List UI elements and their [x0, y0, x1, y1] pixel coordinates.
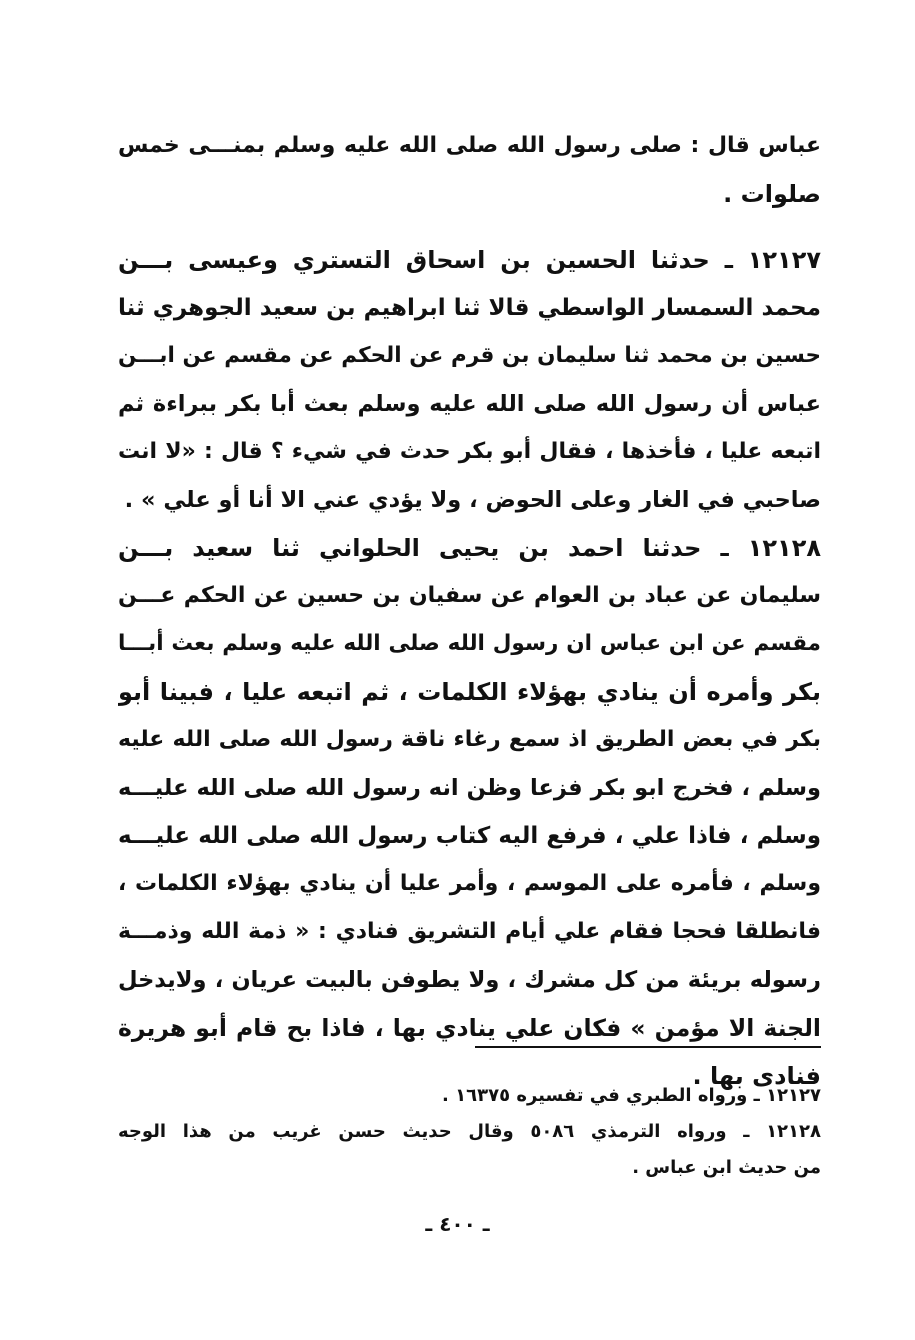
footnote-12128: ١٢١٢٨ ـ ورواه الترمذي ٥٠٨٦ وقال حديث حسن غريب من هذا الوجه — [118, 1121, 821, 1142]
text-line: عباس قال : صلى رسول الله صلى الله عليه وسلم بمنـــى خمس — [118, 133, 821, 158]
text-line: حسين بن محمد ثنا سليمان بن قرم عن الحكم عن مقسم عن ابـــن — [118, 343, 821, 368]
footnote-12127: ١٢١٢٧ ـ ورواه الطبري في تفسيره ١٦٣٧٥ . — [442, 1085, 821, 1106]
text-line: الجنة الا مؤمن » فكان علي ينادي بها ، فاذا بح قام أبو هريرة — [118, 1014, 821, 1042]
text-line: رسوله بريئة من كل مشرك ، ولا يطوفن بالبيت عريان ، ولايدخل — [118, 967, 821, 993]
page-number: ـ ٤٠٠ ـ — [425, 1212, 490, 1236]
text-line: اتبعه عليا ، فأخذها ، فقال أبو بكر حدث في شيء ؟ قال : «لا انت — [118, 439, 821, 464]
text-line: محمد السمسار الواسطي قالا ثنا ابراهيم بن سعيد الجوهري ثنا — [118, 295, 821, 321]
text-line: وسلم ، فأمره على الموسم ، وأمر عليا أن ينادي بهؤلاء الكلمات ، — [118, 871, 821, 896]
main-text — [118, 122, 821, 1100]
text-line: فنادى بها . — [692, 1062, 821, 1090]
footnote-divider — [475, 1046, 821, 1048]
footnote-12128-continued: من حديث ابن عباس . — [632, 1157, 821, 1178]
text-line: بكر وأمره أن ينادي بهؤلاء الكلمات ، ثم اتبعه عليا ، فبينا أبو — [118, 678, 821, 706]
text-line: صلوات . — [723, 180, 821, 208]
text-line: ١٢١٢٧ ـ حدثنا الحسين بن اسحاق التستري وعيسى بـــن — [118, 246, 821, 274]
text-line: بكر في بعض الطريق اذ سمع رغاء ناقة رسول الله صلى الله عليه — [118, 727, 821, 752]
text-line: سليمان عن عباد بن العوام عن سفيان بن حسين عن الحكم عـــن — [118, 583, 821, 608]
text-line: مقسم عن ابن عباس ان رسول الله صلى الله عليه وسلم بعث أبـــا — [118, 631, 821, 656]
text-line: وسلم ، فخرج ابو بكر فزعا وظن انه رسول الله صلى الله عليـــه — [118, 775, 821, 801]
text-line: فانطلقا فحجا فقام علي أيام التشريق فنادي : « ذمة الله وذمـــة — [118, 919, 821, 944]
hadith-entry-12127 — [118, 236, 821, 524]
text-line: صاحبي في الغار وعلى الحوض ، ولا يؤدي عني الا أنا أو علي » . — [124, 487, 821, 513]
hadith-entry-12128 — [118, 524, 821, 1100]
text-line: ١٢١٢٨ ـ حدثنا احمد بن يحيى الحلواني ثنا سعيد بـــن — [118, 534, 821, 562]
text-line: وسلم ، فاذا علي ، فرفع اليه كتاب رسول الله صلى الله عليـــه — [118, 823, 821, 849]
text-line: عباس أن رسول الله صلى الله عليه وسلم بعث أبا بكر ببراءة ثم — [118, 391, 821, 417]
footnotes — [118, 1078, 821, 1186]
